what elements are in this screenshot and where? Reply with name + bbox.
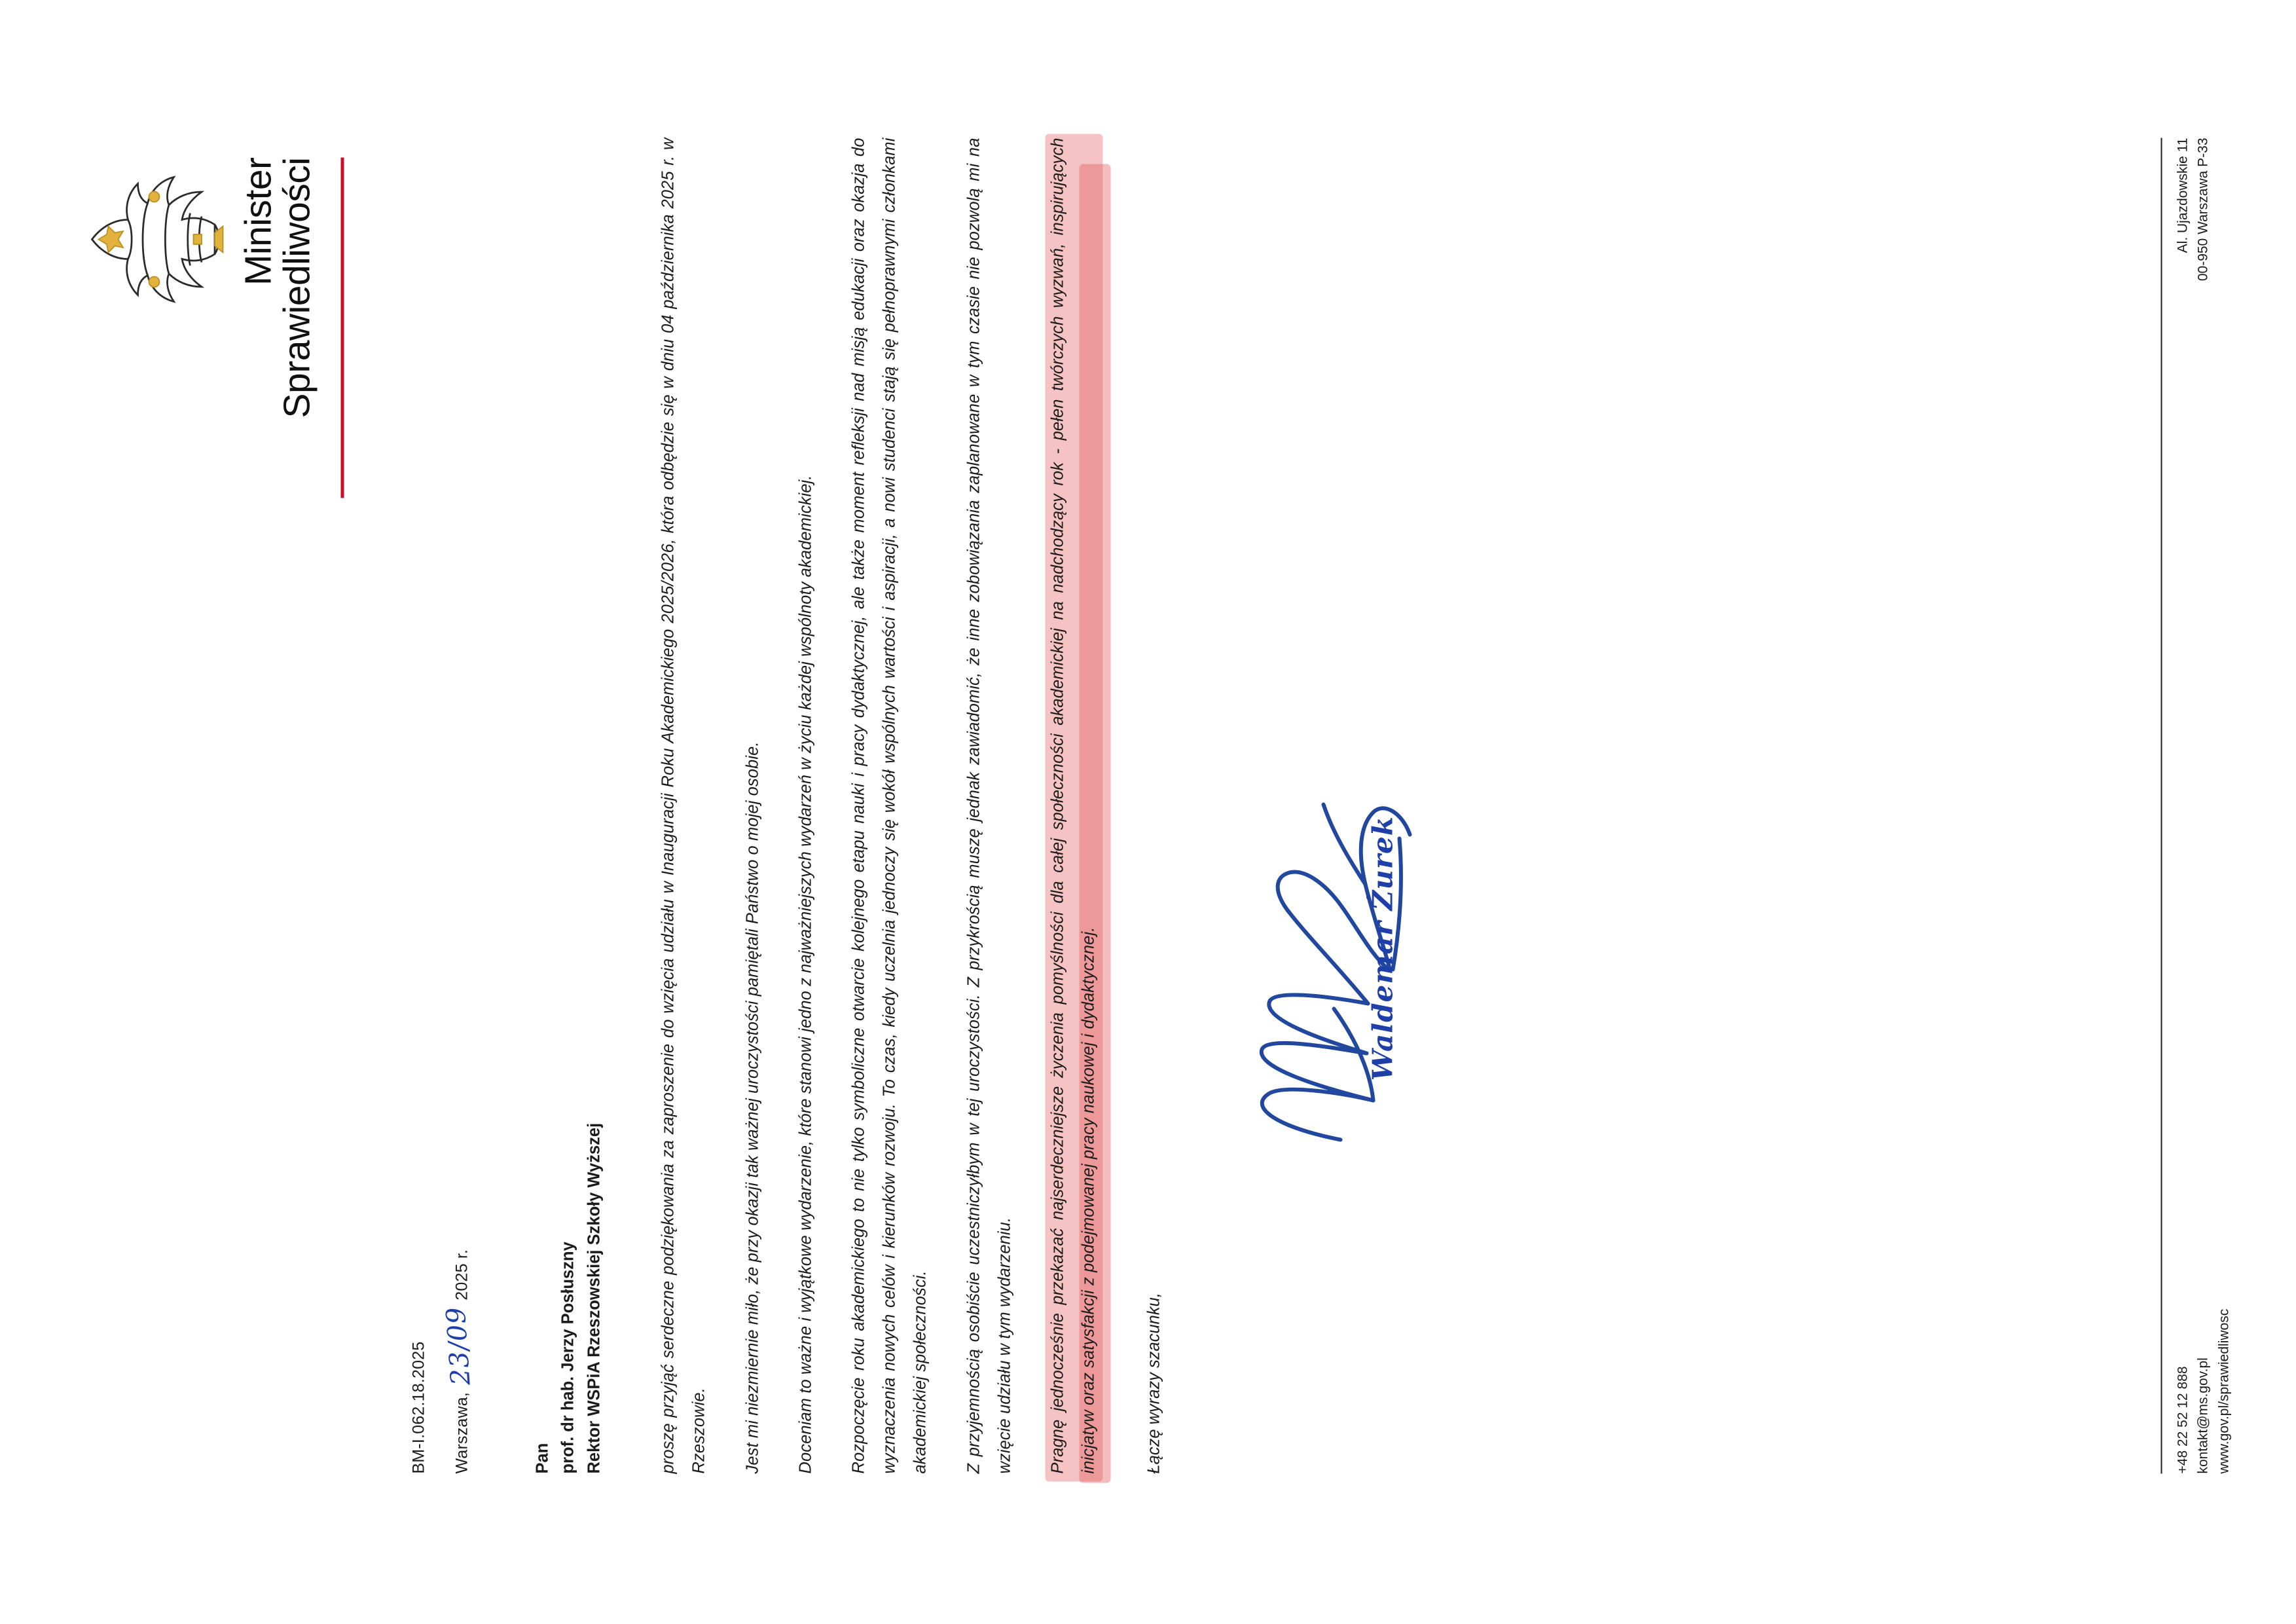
closing-phrase: Łączę wyrazy szacunku, <box>1144 1292 1163 1473</box>
body-paragraph: Rozpoczęcie roku akademickiego to nie tylko symboliczne otwarcie kolejnego etapu nauki i pracy dydaktycznej, ale także moment refleksji nad misją edukacji oraz okazja do wyznaczenia nowych celów i kierunków rozwoju. To czas, kiedy uczelnia jednoczy się wokół wspólnych wartości i aspiracji, a nowi studenci stają się pełnoprawnymi członkami akademickiej społeczności. <box>848 138 930 1473</box>
reference-number: BM-I.062.18.2025 <box>409 1341 428 1473</box>
signature-zone <box>1170 138 1537 1473</box>
body-paragraph-highlighted: Pragnę jednocześnie przekazać najserdeczniejsze życzenia pomyślności dla całej społeczności akademickiej na nadchodzący rok - pełen twórczych wyzwań, inspirujących inicjatyw oraz satysfakcji z podejmowanej pracy naukowej i dydaktycznej. <box>1048 138 1098 1473</box>
polish-eagle-emblem-icon <box>79 157 242 321</box>
body-paragraph: Z przyjemnością osobiście uczestniczyłbym w tej uroczystości. Z przykrością muszę jednak zawiadomić, że inne zobowiązania zaplanowane w tym czasie nie pozwolą mi na wzięcie udziału w tym wydarzeniu. <box>964 138 1013 1473</box>
footer-contact <box>2172 1308 2234 1473</box>
date-year: 2025 r. <box>452 1249 471 1301</box>
signature-name: Waldemar Żurek <box>1366 815 1399 1080</box>
footer-street: Al. Ujazdowskie 11 <box>2174 138 2190 253</box>
body-paragraph: proszę przyjąć serdeczne podziękowania za zaproszenie do wzięcia udziału w Inauguracji Roku Akademickiego 2025/2026, która odbędzie się w dniu 04 października 2025 r. w Rzeszowie. <box>659 138 708 1473</box>
letterhead-red-rule <box>340 157 344 498</box>
ministry-title <box>239 157 317 418</box>
footer <box>2160 138 2234 1473</box>
footer-email: kontakt@ms.gov.pl <box>2195 1357 2210 1473</box>
footer-website: www.gov.pl/sprawiedliwosc <box>2215 1308 2231 1473</box>
handwritten-signature-icon <box>1176 747 1458 1166</box>
reference-block <box>406 138 479 1473</box>
date-city: Warszawa, <box>452 1392 471 1473</box>
letterhead <box>98 138 380 1473</box>
addressee-line-2: prof. dr hab. Jerzy Posłuszny <box>558 1241 577 1473</box>
addressee-line-3: Rektor WSPiA Rzeszowskiej Szkoły Wyższej <box>584 1122 603 1473</box>
date-line <box>438 138 479 1473</box>
ministry-title-line1: Minister <box>237 157 279 286</box>
letter-body <box>653 138 1104 1473</box>
highlighted-paragraph-wrapper <box>1042 138 1104 1473</box>
body-paragraph: Jest mi niezmiernie miło, że przy okazji tak ważnej uroczystości pamiętali Państwo o mojej osobie. <box>742 741 761 1473</box>
footer-city: 00-950 Warszawa P-33 <box>2195 138 2210 281</box>
ministry-title-line2: Sprawiedliwości <box>276 157 318 418</box>
addressee-block <box>530 138 608 1473</box>
addressee-line-1: Pan <box>532 1443 551 1473</box>
body-paragraph: Doceniam to ważne i wyjątkowe wydarzenie, które stanowi jedno z najważniejszych wydarzeń w życiu każdej wspólnoty akademickiej. <box>795 475 814 1473</box>
handwritten-date: 23/09 <box>440 1305 476 1386</box>
footer-address <box>2172 138 2234 281</box>
footer-phone: +48 22 52 12 888 <box>2174 1365 2190 1473</box>
